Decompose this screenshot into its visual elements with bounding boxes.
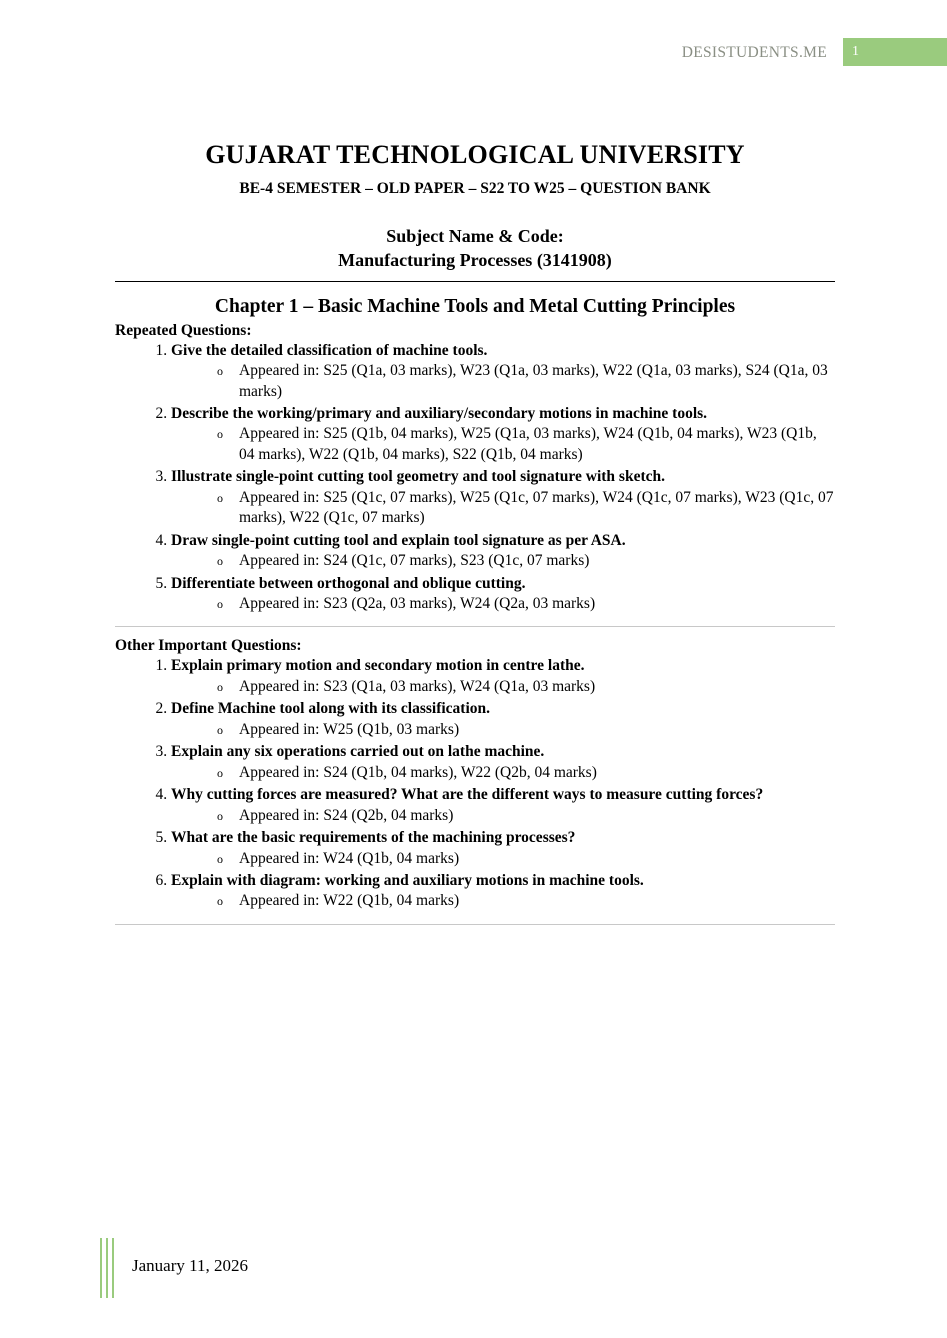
header-brand-text: DESISTUDENTS.ME — [681, 44, 827, 61]
appearance-item: o Appeared in: S25 (Q1c, 07 marks), W25 (Q1c, 07 marks), W24 (Q1c, 07 marks), W23 (Q1c, 07 marks), W22 (Q1c, 07 marks) — [217, 488, 835, 529]
question-list-repeated — [115, 341, 835, 615]
question-item — [171, 871, 835, 912]
question-text: Illustrate single-point cutting tool geometry and tool signature with sketch. — [171, 468, 665, 486]
document-content — [115, 140, 835, 935]
appearance-item: o Appeared in: S25 (Q1a, 03 marks), W23 (Q1a, 03 marks), W22 (Q1a, 03 marks), S24 (Q1a, 03 marks) — [217, 361, 835, 402]
page-footer — [100, 1238, 600, 1298]
appearance-item: o Appeared in: S24 (Q2b, 04 marks) — [217, 806, 835, 826]
section-label-other: Other Important Questions: — [115, 637, 302, 655]
page-header — [0, 44, 947, 70]
footer-accent-bars-icon — [100, 1238, 120, 1298]
appearance-list — [171, 677, 835, 697]
question-text: Differentiate between orthogonal and oblique cutting. — [171, 574, 526, 592]
appearance-list — [171, 361, 835, 402]
question-text: Draw single-point cutting tool and explain tool signature as per ASA. — [171, 531, 626, 549]
question-item — [171, 467, 835, 528]
section-divider-bottom — [115, 924, 835, 925]
footer-date: January 11, 2026 — [132, 1256, 248, 1275]
question-item — [171, 828, 835, 869]
question-item — [171, 531, 835, 572]
chapter-title: Chapter 1 – Basic Machine Tools and Metal Cutting Principles — [214, 295, 736, 317]
appearance-list — [171, 806, 835, 826]
appearance-list — [171, 424, 835, 465]
section-label-repeated: Repeated Questions: — [115, 321, 252, 339]
question-text: Explain primary motion and secondary motion in centre lathe. — [171, 657, 585, 675]
question-text: Describe the working/primary and auxiliary/secondary motions in machine tools. — [171, 404, 708, 422]
page-subtitle: BE-4 SEMESTER – OLD PAPER – S22 TO W25 – QUESTION BANK — [239, 180, 711, 197]
subject-label: Subject Name & Code: — [386, 226, 564, 246]
question-item — [171, 404, 835, 465]
question-text: Define Machine tool along with its classification. — [171, 700, 491, 718]
question-item — [171, 341, 835, 402]
question-item — [171, 699, 835, 740]
appearance-list — [171, 849, 835, 869]
question-item — [171, 785, 835, 826]
appearance-item: o Appeared in: W22 (Q1b, 04 marks) — [217, 891, 835, 911]
question-text: Explain any six operations carried out on lathe machine. — [171, 743, 545, 761]
subject-block — [115, 224, 835, 273]
appearance-item: o Appeared in: W25 (Q1b, 03 marks) — [217, 720, 835, 740]
appearance-list — [171, 891, 835, 911]
appearance-list — [171, 720, 835, 740]
question-item — [171, 656, 835, 697]
appearance-item: o Appeared in: S24 (Q1b, 04 marks), W22 (Q2b, 04 marks) — [217, 763, 835, 783]
appearance-item: o Appeared in: W24 (Q1b, 04 marks) — [217, 849, 835, 869]
appearance-list — [171, 763, 835, 783]
header-page-number: 1 — [852, 44, 859, 59]
question-text: Give the detailed classification of machine tools. — [171, 341, 488, 359]
appearance-item: o Appeared in: S23 (Q2a, 03 marks), W24 (Q2a, 03 marks) — [217, 594, 835, 614]
appearance-item: o Appeared in: S23 (Q1a, 03 marks), W24 (Q1a, 03 marks) — [217, 677, 835, 697]
section-divider-top — [115, 626, 835, 627]
question-list-other — [115, 656, 835, 911]
page-title: GUJARAT TECHNOLOGICAL UNIVERSITY — [205, 140, 745, 169]
appearance-list — [171, 594, 835, 614]
appearance-list — [171, 551, 835, 571]
question-item — [171, 742, 835, 783]
question-text: Why cutting forces are measured? What are the different ways to measure cutting forces? — [171, 786, 764, 804]
subject-value: Manufacturing Processes (3141908) — [338, 250, 612, 271]
question-item — [171, 574, 835, 615]
appearance-item: o Appeared in: S25 (Q1b, 04 marks), W25 (Q1a, 03 marks), W24 (Q1b, 04 marks), W23 (Q1b, 04 marks), W22 (Q1b, 04 marks), S22 (Q1b, 04 marks) — [217, 424, 835, 465]
question-text: What are the basic requirements of the machining processes? — [171, 829, 576, 847]
question-text: Explain with diagram: working and auxiliary motions in machine tools. — [171, 872, 644, 890]
appearance-item: o Appeared in: S24 (Q1c, 07 marks), S23 (Q1c, 07 marks) — [217, 551, 835, 571]
appearance-list — [171, 488, 835, 529]
title-divider — [115, 281, 835, 282]
